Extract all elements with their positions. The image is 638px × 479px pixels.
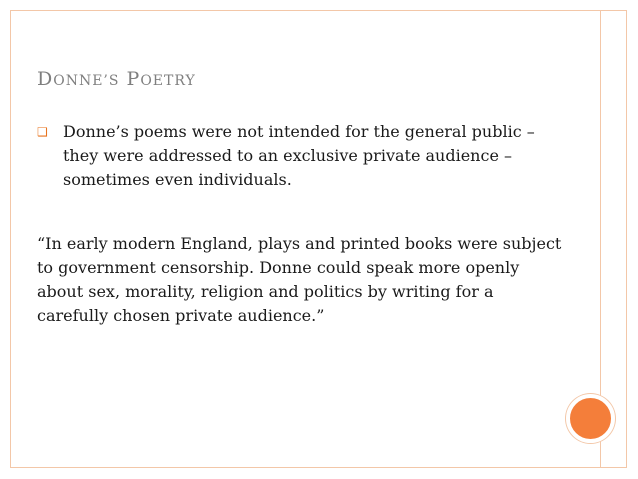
title-word2-rest: OETRY (140, 73, 196, 89)
bullet-icon: ❑ (37, 125, 48, 139)
title-initial-2: P (119, 68, 141, 90)
title-initial: D (37, 68, 54, 90)
title-word1-rest: ONNE’S (53, 73, 120, 89)
quote-paragraph: “In early modern England, plays and printed books were subject to government censorship. Donne could speak more openly about sex, morality, religion and politics by writing for a carefully chosen private audience.” (37, 234, 562, 325)
accent-circle (566, 394, 615, 443)
bullet-text: Donne’s poems were not intended for the general public – they were addressed to an exclusive private audience – sometimes even individuals. (63, 122, 535, 189)
slide-title (37, 68, 196, 90)
bullet-item (37, 120, 557, 192)
